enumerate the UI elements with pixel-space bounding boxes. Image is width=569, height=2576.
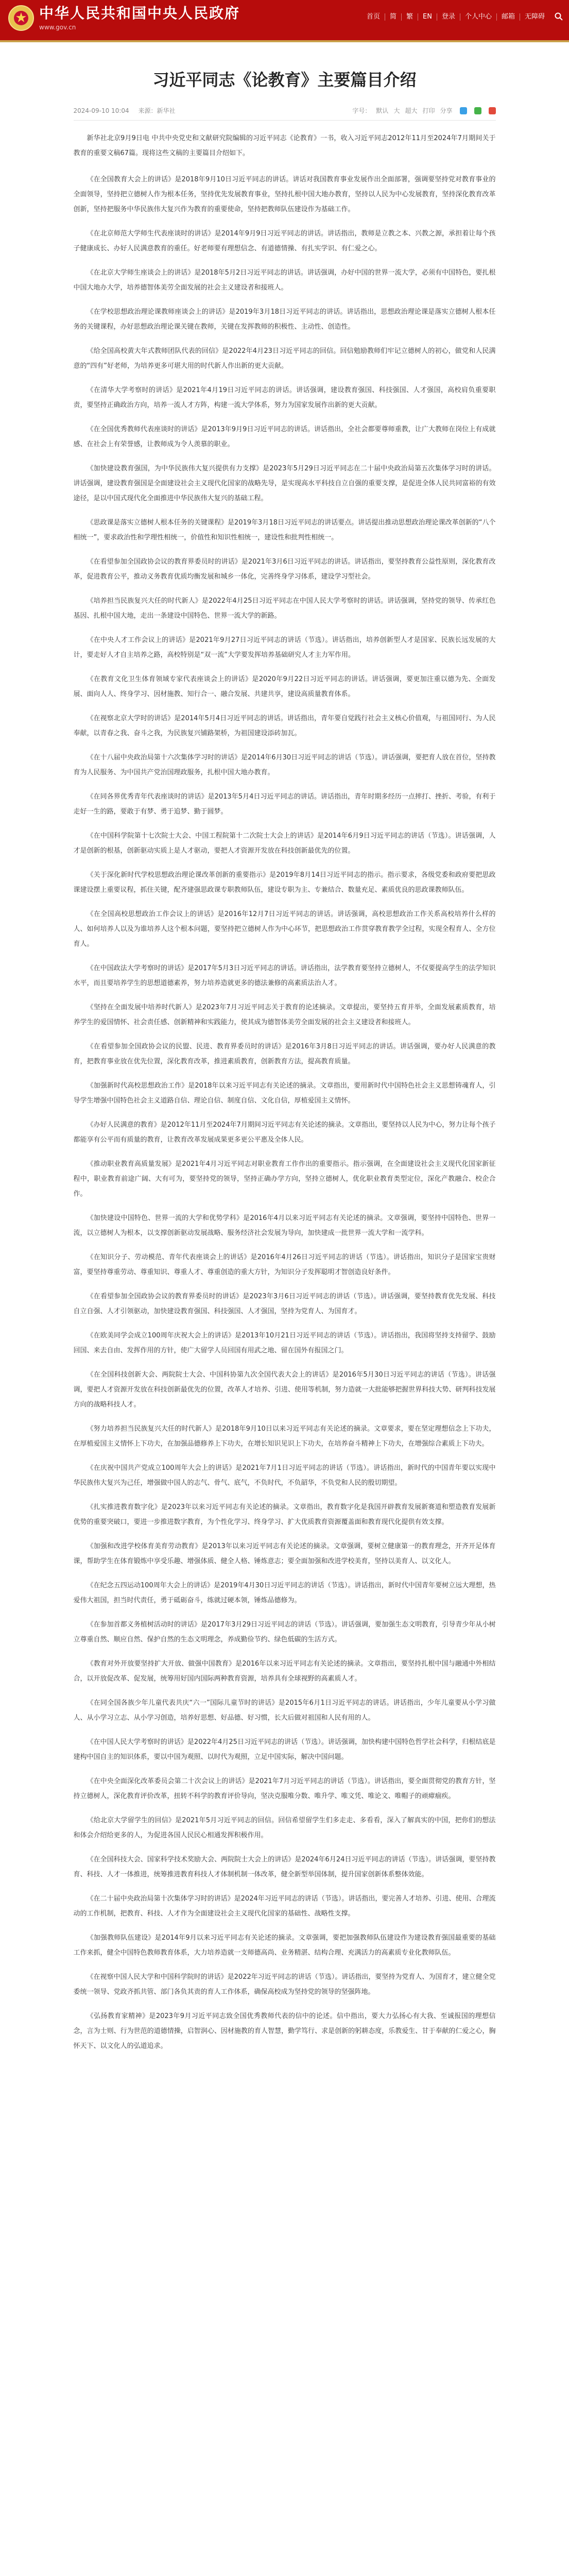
article-paragraph: 《在欧美同学会成立100周年庆祝大会上的讲话》是2013年10月21日习近平同志的讲话（节选）。讲话指出，我国将坚持支持留学、鼓励回国、来去自由、发挥作用的方针，使广大留学人员回国有用武之地、留在国外有报国之门。 bbox=[73, 1332, 496, 1354]
article-paragraph: 《在中国科学院第十七次院士大会、中国工程院第十二次院士大会上的讲话》是2014年6月9日习近平同志的讲话（节选）。讲话强调，人才是创新的根基，创新驱动实质上是人才驱动，要把人才资源开发放在科技创新最优先的位置。 bbox=[73, 832, 496, 855]
article-paragraph: 《在北京师范大学师生代表座谈时的讲话》是2014年9月9日习近平同志的讲话。讲话指出，教师是立教之本、兴教之源，承担着让每个孩子健康成长、办好人民满意教育的重任。好老师要有理想信念、有道德情操、有扎实学识、有仁爱之心。 bbox=[73, 230, 496, 252]
search-button[interactable] bbox=[555, 12, 563, 23]
nav-mailbox[interactable]: 邮箱 bbox=[496, 13, 520, 21]
article-paragraph: 《在知识分子、劳动模范、青年代表座谈会上的讲话》是2016年4月26日习近平同志的讲话（节选）。讲话指出，知识分子是国家宝贵财富，要坚持尊重劳动、尊重知识、尊重人才、尊重创造的重大方针，为知识分子发挥聪明才智创造良好条件。 bbox=[73, 1253, 496, 1276]
article-paragraph: 《加强和改进学校体育美育劳动教育》是2013年以来习近平同志有关论述的摘录。文章强调，要树立健康第一的教育理念，开齐开足体育课，帮助学生在体育锻炼中享受乐趣、增强体质、健全人格、锤炼意志；要全面加强和改进学校美育，坚持以美育人、以文化人。 bbox=[73, 1543, 496, 1565]
site-title: 中华人民共和国中央人民政府 bbox=[39, 5, 240, 22]
site-url: www.gov.cn bbox=[39, 24, 76, 31]
article-paragraph: 《在全国科技大会、国家科学技术奖励大会、两院院士大会上的讲话》是2024年6月24日习近平同志的讲话（节选）。讲话强调，要坚持教育、科技、人才一体推进，统筹推进教育科技人才体制机制一体改革，健全新型举国体制，提升国家创新体系整体效能。 bbox=[73, 1856, 496, 1878]
article-paragraph: 《教育对外开放要坚持扩大开放、做强中国教育》是2016年以来习近平同志有关论述的摘录。文章指出，要坚持扎根中国与融通中外相结合，以开放促改革、促发展，统筹用好国内国际两种教育资源，培养具有全球视野的高素质人才。 bbox=[73, 1660, 496, 1683]
article-body bbox=[74, 172, 496, 2054]
article-paragraph: 《在全国优秀教师代表座谈时的讲话》是2013年9月9日习近平同志的讲话。讲话指出，全社会都要尊师重教，让广大教师在岗位上有成就感、在社会上有荣誉感，让教师成为令人羡慕的职业。 bbox=[73, 426, 496, 448]
article-paragraph: 《给全国高校黄大年式教师团队代表的回信》是2022年4月23日习近平同志的回信。回信勉励教师们牢记立德树人的初心，做党和人民满意的“四有”好老师，为培养更多可堪大用的时代新人作出新的更大贡献。 bbox=[73, 347, 496, 370]
search-icon bbox=[555, 12, 563, 21]
nav-home[interactable]: 首页 bbox=[366, 13, 380, 21]
article-paragraph: 《在全国教育大会上的讲话》是2018年9月10日习近平同志的讲话。讲话对我国教育事业发展作出全面部署，强调要坚持党对教育事业的全面领导，坚持把立德树人作为根本任务，坚持优先发展教育事业，坚持扎根中国大地办教育，坚持以人民为中心发展教育，坚持深化教育改革创新，坚持把服务中华民族伟大复兴作为教育的重要使命，坚持把教师队伍建设作为基础工作。 bbox=[73, 176, 496, 213]
font-size-xlarge[interactable]: 超大 bbox=[405, 107, 418, 114]
article-paragraph: 《在看望参加全国政协会议的民盟、民进、教育界委员时的讲话》是2016年3月8日习近平同志的讲话。讲话强调，要办好人民满意的教育，把教育事业放在优先位置，深化教育改革，推进素质教育，创新教育方法，提高教育质量。 bbox=[73, 1043, 496, 1065]
article-paragraph: 《在中央人才工作会议上的讲话》是2021年9月27日习近平同志的讲话（节选）。讲话指出，培养创新型人才是国家、民族长远发展的大计，要走好人才自主培养之路，高校特别是“双一流”大学要发挥培养基础研究人才主力军作用。 bbox=[73, 636, 496, 659]
article-paragraph: 《在教育文化卫生体育领域专家代表座谈会上的讲话》是2020年9月22日习近平同志的讲话。讲话强调，要更加注重以德为先、全面发展、面向人人、终身学习、因材施教、知行合一、融合发展、共建共享，建设高质量教育体系。 bbox=[73, 675, 496, 698]
article-paragraph: 《在庆祝中国共产党成立100周年大会上的讲话》是2021年7月1日习近平同志的讲话（节选）。讲话指出，新时代的中国青年要以实现中华民族伟大复兴为己任，增强做中国人的志气、骨气、底气，不负时代，不负韶华，不负党和人民的殷切期望。 bbox=[73, 1464, 496, 1487]
national-emblem-icon bbox=[8, 5, 34, 31]
nav-english[interactable]: EN bbox=[418, 13, 437, 21]
top-navigation bbox=[362, 13, 549, 21]
nav-simplified[interactable]: 简 bbox=[385, 13, 401, 21]
article-title: 习近平同志《论教育》主要篇目介绍 bbox=[152, 70, 417, 90]
nav-personal-center[interactable]: 个人中心 bbox=[460, 13, 496, 21]
qq-share-icon[interactable] bbox=[460, 107, 467, 114]
article-paragraph: 《在纪念五四运动100周年大会上的讲话》是2019年4月30日习近平同志的讲话（节选）。讲话指出，新时代中国青年要树立远大理想，热爱伟大祖国，担当时代责任，勇于砥砺奋斗，练就过硬本领，锤炼品德修为。 bbox=[73, 1582, 496, 1604]
article-paragraph: 《在同各界优秀青年代表座谈时的讲话》是2013年5月4日习近平同志的讲话。讲话指出，青年时期多经历一点摔打、挫折、考验，有利于走好一生的路，要敢于有梦、勇于追梦、勤于圆梦。 bbox=[73, 793, 496, 816]
nav-accessibility[interactable]: 无障碍 bbox=[520, 13, 549, 21]
article-paragraph: 《在二十届中央政治局第十次集体学习时的讲话》是2024年习近平同志的讲话（节选）。讲话指出，要完善人才培养、引进、使用、合理流动的工作机制，把教育、科技、人才作为全面建设社会主义现代化国家的基础性、战略性支撑。 bbox=[73, 1895, 496, 1918]
article-paragraph: 《推动职业教育高质量发展》是2021年4月习近平同志对职业教育工作作出的重要指示。指示强调，在全面建设社会主义现代化国家新征程中，职业教育前途广阔、大有可为，要坚持党的领导，坚持正确办学方向，坚持立德树人，优化职业教育类型定位，深化产教融合、校企合作。 bbox=[73, 1160, 496, 1198]
source-label: 来源： bbox=[138, 107, 157, 114]
article-paragraph: 《在北京大学师生座谈会上的讲话》是2018年5月2日习近平同志的讲话。讲话强调，办好中国的世界一流大学，必须有中国特色，要扎根中国大地办大学，培养德智体美劳全面发展的社会主义建设者和接班人。 bbox=[73, 269, 496, 292]
article-paragraph: 《加快建设中国特色、世界一流的大学和优势学科》是2016年4月以来习近平同志有关论述的摘录。文章强调，要坚持中国特色、世界一流，以立德树人为根本，以支撑创新驱动发展战略、服务经济社会发展为导向，加快建成一批世界一流大学和一流学科。 bbox=[73, 1214, 496, 1237]
font-size-large[interactable]: 大 bbox=[393, 107, 400, 114]
source-name: 新华社 bbox=[157, 107, 176, 114]
site-logo[interactable] bbox=[8, 5, 240, 31]
article-paragraph: 《在参加首都义务植树活动时的讲话》是2017年3月29日习近平同志的讲话（节选）。讲话强调，要加强生态文明教育，引导青少年从小树立尊重自然、顺应自然、保护自然的生态文明理念，养成勤俭节约、绿色低碳的生活方式。 bbox=[73, 1621, 496, 1643]
article-container bbox=[74, 42, 496, 2054]
article-paragraph: 《在视察中国人民大学和中国科学院时的讲话》是2022年习近平同志的讲话（节选）。讲话指出，要坚持为党育人、为国育才，建立健全党委统一领导、党政齐抓共管、部门各负其责的育人工作体系，确保高校成为坚持党的领导的坚强阵地。 bbox=[73, 1973, 496, 1996]
article-paragraph: 《在清华大学考察时的讲话》是2021年4月19日习近平同志的讲话。讲话强调，建设教育强国、科技强国、人才强国，高校肩负重要职责，要坚持正确政治方向，培养一流人才方阵，构建一流大学体系，努力为国家发展作出新的更大贡献。 bbox=[73, 386, 496, 409]
article-lead: 新华社北京9月9日电 中共中央党史和文献研究院编辑的习近平同志《论教育》一书，收入习近平同志2012年11月至2024年7月期间关于教育的重要文稿67篇。现将这些文稿的主要篇目介绍如下。 bbox=[73, 134, 496, 157]
site-header bbox=[0, 0, 569, 42]
weibo-share-icon[interactable] bbox=[489, 107, 496, 114]
article-paragraph: 《在看望参加全国政协会议的教育界委员时的讲话》是2023年3月6日习近平同志的讲话（节选）。讲话强调，要坚持教育优先发展、科技自立自强、人才引领驱动，加快建设教育强国、科技强国、人才强国，坚持为党育人、为国育才。 bbox=[73, 1293, 496, 1315]
article-paragraph: 《思政课是落实立德树人根本任务的关键课程》是2019年3月18日习近平同志的讲话要点。讲话提出推动思想政治理论课改革创新的“八个相统一”，要求政治性和学理性相统一，价值性和知识性相统一，建设性和批判性相统一。 bbox=[73, 519, 496, 541]
article-paragraph: 《在中央全面深化改革委员会第二十次会议上的讲话》是2021年7月习近平同志的讲话（节选）。讲话指出，要全面贯彻党的教育方针，坚持立德树人，深化教育评价改革，扭转不科学的教育评价导向，坚决克服唯分数、唯升学、唯文凭、唯论文、唯帽子的顽瘴痼疾。 bbox=[73, 1777, 496, 1800]
article-paragraph: 《在学校思想政治理论课教师座谈会上的讲话》是2019年3月18日习近平同志的讲话。讲话指出，思想政治理论课是落实立德树人根本任务的关键课程，办好思想政治理论课关键在教师，关键在发挥教师的积极性、主动性、创造性。 bbox=[73, 308, 496, 331]
nav-traditional[interactable]: 繁 bbox=[401, 13, 418, 21]
nav-login[interactable]: 登录 bbox=[437, 13, 460, 21]
article-paragraph: 《扎实推进教育数字化》是2023年以来习近平同志有关论述的摘录。文章指出，教育数字化是我国开辟教育发展新赛道和塑造教育发展新优势的重要突破口，要进一步推进数字教育，为个性化学习、终身学习、扩大优质教育资源覆盖面和教育现代化提供有效支撑。 bbox=[73, 1503, 496, 1526]
article-paragraph: 《在看望参加全国政协会议的教育界委员时的讲话》是2021年3月6日习近平同志的讲话。讲话指出，要坚持教育公益性原则，深化教育改革，促进教育公平，推动义务教育优质均衡发展和城乡一体化，完善终身学习体系，建设学习型社会。 bbox=[73, 558, 496, 581]
article-paragraph: 《加强教师队伍建设》是2014年9月以来习近平同志有关论述的摘录。文章强调，要把加强教师队伍建设作为建设教育强国最重要的基础工作来抓，健全中国特色教师教育体系，大力培养造就一支师德高尚、业务精湛、结构合理、充满活力的高素质专业化教师队伍。 bbox=[73, 1934, 496, 1957]
font-size-label: 字号： bbox=[352, 107, 371, 114]
article-paragraph: 《在全国科技创新大会、两院院士大会、中国科协第九次全国代表大会上的讲话》是2016年5月30日习近平同志的讲话（节选）。讲话强调，要把人才资源开发放在科技创新最优先的位置，改革人才培养、引进、使用等机制，努力造就一大批能够把握世界科技大势、研判科技发展方向的战略科技人才。 bbox=[73, 1371, 496, 1409]
font-size-default[interactable]: 默认 bbox=[376, 107, 389, 114]
article-paragraph: 《给北京大学留学生的回信》是2021年5月习近平同志的回信。回信希望留学生们多走走、多看看，深入了解真实的中国，把你们的想法和体会介绍给更多的人，为促进各国人民民心相通发挥积极作用。 bbox=[73, 1817, 496, 1839]
article-paragraph: 《在十八届中央政治局第十六次集体学习时的讲话》是2014年6月30日习近平同志的讲话（节选）。讲话强调，要把育人放在首位，坚持教育为人民服务、为中国共产党治国理政服务，扎根中国大地办教育。 bbox=[73, 754, 496, 776]
publish-date: 2024-09-10 10:04 bbox=[73, 107, 129, 114]
share-label: 分享 bbox=[440, 107, 453, 114]
article-paragraph: 《坚持在全面发展中培养时代新人》是2023年7月习近平同志关于教育的论述摘录。文章提出，要坚持五育并举，全面发展素质教育，培养学生的爱国情怀、社会责任感、创新精神和实践能力，使其成为德智体美劳全面发展的社会主义建设者和接班人。 bbox=[73, 1004, 496, 1026]
print-button[interactable]: 打印 bbox=[422, 107, 435, 114]
wechat-share-icon[interactable] bbox=[474, 107, 481, 114]
article-paragraph: 《努力培养担当民族复兴大任的时代新人》是2018年9月10日以来习近平同志有关论述的摘录。文章要求，要在坚定理想信念上下功夫，在厚植爱国主义情怀上下功夫，在加强品德修养上下功夫，在增长知识见识上下功夫，在培养奋斗精神上下功夫，在增强综合素质上下功夫。 bbox=[73, 1425, 496, 1448]
article-paragraph: 《在中国人民大学考察时的讲话》是2022年4月25日习近平同志的讲话（节选）。讲话强调，加快构建中国特色哲学社会科学，归根结底是建构中国自主的知识体系，要以中国为观照、以时代为观照，立足中国实际，解决中国问题。 bbox=[73, 1738, 496, 1761]
article-paragraph: 《培养担当民族复兴大任的时代新人》是2022年4月25日习近平同志在中国人民大学考察时的讲话。讲话强调，坚持党的领导、传承红色基因、扎根中国大地，走出一条建设中国特色、世界一流大学的新路。 bbox=[73, 597, 496, 620]
article-meta bbox=[74, 106, 496, 121]
article-paragraph: 《在中国政法大学考察时的讲话》是2017年5月3日习近平同志的讲话。讲话指出，法学教育要坚持立德树人，不仅要提高学生的法学知识水平，而且要培养学生的思想道德素养，努力培养造就更多的德法兼修的高素质法治人才。 bbox=[73, 964, 496, 987]
article-paragraph: 《在视察北京大学时的讲话》是2014年5月4日习近平同志的讲话。讲话指出，青年要自觉践行社会主义核心价值观，与祖国同行、为人民奉献，以青春之我、奋斗之我，为民族复兴铺路架桥，为祖国建设添砖加瓦。 bbox=[73, 715, 496, 737]
article-paragraph: 《加强新时代高校思想政治工作》是2018年以来习近平同志有关论述的摘录。文章指出，要用新时代中国特色社会主义思想铸魂育人，引导学生增强中国特色社会主义道路自信、理论自信、制度自信、文化自信，厚植爱国主义情怀。 bbox=[73, 1082, 496, 1105]
article-paragraph: 《办好人民满意的教育》是2012年11月至2024年7月期间习近平同志有关论述的摘录。文章指出，要坚持以人民为中心，努力让每个孩子都能享有公平而有质量的教育，让教育改革发展成果更多更公平惠及全体人民。 bbox=[73, 1121, 496, 1144]
article-paragraph: 《加快建设教育强国，为中华民族伟大复兴提供有力支撑》是2023年5月29日习近平同志在二十届中央政治局第五次集体学习时的讲话。讲话强调，建设教育强国是全面建设社会主义现代化国家的战略先导，是实现高水平科技自立自强的重要支撑，是促进全体人民共同富裕的有效途径，是以中国式现代化全面推进中华民族伟大复兴的基础工程。 bbox=[73, 465, 496, 502]
article-paragraph: 《关于深化新时代学校思想政治理论课改革创新的重要指示》是2019年8月14日习近平同志的指示。指示要求，各级党委和政府要把思政课建设摆上重要议程，抓住关键，配齐建强思政课专职教师队伍，建设专职为主、专兼结合、数量充足、素质优良的思政课教师队伍。 bbox=[73, 871, 496, 894]
article-paragraph: 《在同全国各族少年儿童代表共庆“六一”国际儿童节时的讲话》是2015年6月1日习近平同志的讲话。讲话指出，少年儿童要从小学习做人、从小学习立志、从小学习创造，培养好思想、好品德、好习惯，长大后做对祖国和人民有用的人。 bbox=[73, 1699, 496, 1722]
article-paragraph: 《弘扬教育家精神》是2023年9月习近平同志致全国优秀教师代表的信中的论述。信中指出，要大力弘扬心有大我、至诚报国的理想信念，言为士则、行为世范的道德情操，启智润心、因材施教的育人智慧，勤学笃行、求是创新的躬耕态度，乐教爱生、甘于奉献的仁爱之心，胸怀天下、以文化人的弘道追求。 bbox=[73, 2012, 496, 2050]
article-paragraph: 《在全国高校思想政治工作会议上的讲话》是2016年12月7日习近平同志的讲话。讲话强调，高校思想政治工作关系高校培养什么样的人、如何培养人以及为谁培养人这个根本问题，要坚持把立德树人作为中心环节，把思想政治工作贯穿教育教学全过程，实现全程育人、全方位育人。 bbox=[73, 910, 496, 948]
